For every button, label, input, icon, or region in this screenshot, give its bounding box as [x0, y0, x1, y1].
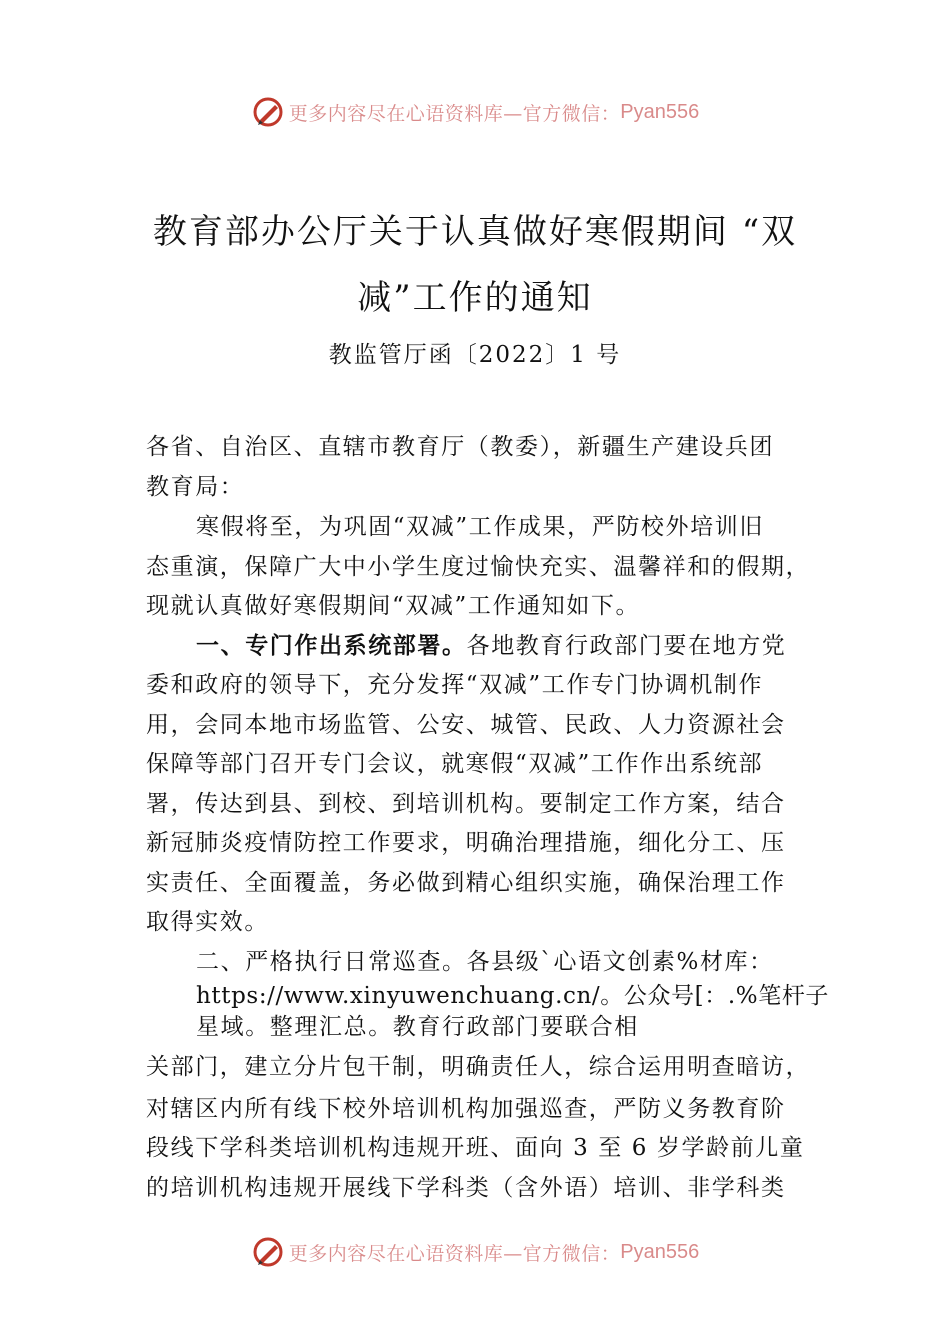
section-1-heading: 一、专门作出系统部署。: [196, 633, 467, 659]
pen-logo-icon: [251, 95, 285, 129]
watermark-banner-top: [0, 92, 950, 132]
section-2-line: 段线下学科类培训机构违规开班、面向 3 至 6 岁学龄前儿童: [146, 1135, 805, 1161]
watermark-wechat-id: Pyan556: [620, 1240, 700, 1263]
intro-line: 态重演，保障广大中小学生度过愉快充实、温馨祥和的假期，: [146, 554, 811, 580]
section-2-line: 对辖区内所有线下校外培训机构加强巡查，严防义务教育阶: [146, 1096, 786, 1122]
section-2-line: 的培训机构违规开展线下学科类（含外语）培训、非学科类: [146, 1175, 786, 1201]
document-title-line-1: 教育部办公厅关于认真做好寒假期间 “双: [152, 212, 798, 252]
watermark-text: 更多内容尽在心语资料库—官方微信：: [288, 1242, 621, 1265]
section-1-line: 新冠肺炎疫情防控工作要求，明确治理措施，细化分工、压: [146, 830, 786, 856]
watermark-text: 更多内容尽在心语资料库—官方微信：: [288, 102, 621, 125]
section-1-line: 用，会同本地市场监管、公安、城管、民政、人力资源社会: [146, 712, 786, 738]
section-2-line: https://www.xinyuwenchuang.cn/。公众号[：.%笔杆子: [196, 983, 830, 1009]
section-1-line: 署，传达到县、到校、到培训机构。要制定工作方案，结合: [146, 791, 786, 817]
section-2-line: 二、严格执行日常巡查。各县级`心语文创素%材库：: [196, 949, 774, 975]
addressee-line: 教育局：: [146, 474, 245, 500]
section-1-line: 委和政府的领导下，充分发挥“双减”工作专门协调机制作: [146, 672, 764, 698]
addressee-line: 各省、自治区、直辖市教育厅（教委），新疆生产建设兵团: [146, 434, 775, 460]
watermark-wechat-id: Pyan556: [620, 100, 700, 123]
document-title-line-2: 减”工作的通知: [357, 278, 593, 318]
document-number: 教监管厅函〔2022〕1 号: [328, 342, 622, 368]
intro-line: 寒假将至，为巩固“双减”工作成果，严防校外培训旧: [196, 514, 764, 540]
section-1-text: 各地教育行政部门要在地方党: [466, 633, 787, 659]
watermark-banner-bottom: [0, 1232, 950, 1272]
section-1-first-line: [196, 627, 786, 660]
section-1-line: 取得实效。: [146, 909, 269, 935]
section-2-line: 星域。整理汇总。教育行政部门要联合相: [196, 1014, 639, 1040]
section-1-line: 保障等部门召开专门会议，就寒假“双减”工作作出系统部: [146, 751, 764, 777]
section-1-line: 实责任、全面覆盖，务必做到精心组织实施，确保治理工作: [146, 870, 786, 896]
pen-logo-icon: [251, 1235, 285, 1269]
intro-line: 现就认真做好寒假期间“双减”工作通知如下。: [146, 593, 641, 619]
section-2-line: 关部门，建立分片包干制，明确责任人，综合运用明查暗访，: [146, 1054, 811, 1080]
